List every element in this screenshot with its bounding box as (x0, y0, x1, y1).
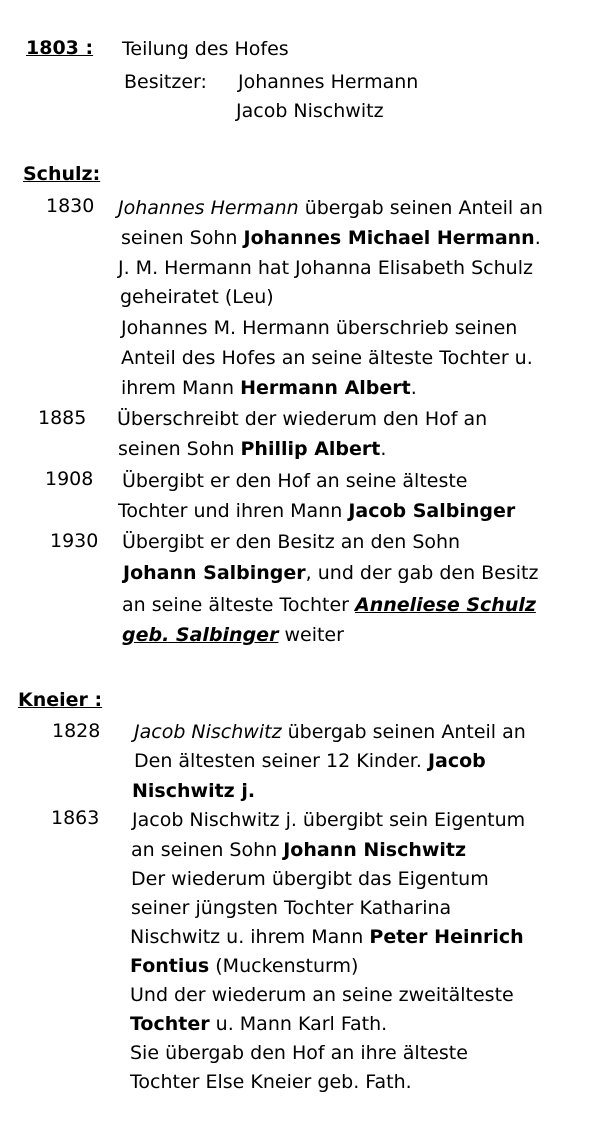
header-year: 1803 : (26, 37, 94, 59)
schulz-line-4: geheiratet (Leu) (120, 286, 274, 308)
year-1863: 1863 (51, 807, 100, 829)
kneier-line-7: seiner jüngsten Tochter Katharina (131, 897, 452, 919)
name-jacob-salbinger: Jacob Salbinger (348, 500, 516, 522)
year-1828: 1828 (52, 720, 101, 742)
name-anneliese-schulz: Anneliese Schulz (354, 594, 536, 616)
kneier-line-5 (131, 838, 466, 862)
kneier-line-1 (134, 720, 526, 744)
text: an seine älteste Tochter (122, 594, 355, 616)
text: . (410, 377, 417, 399)
schulz-line-1 (118, 196, 543, 220)
name-hermann-albert: Hermann Albert (240, 377, 411, 399)
year-1908: 1908 (45, 468, 94, 490)
text: u. Mann Karl Fath. (209, 1013, 388, 1035)
text: . (380, 438, 387, 460)
schulz-line-9 (118, 437, 386, 461)
year-1930: 1930 (50, 530, 99, 552)
name-geb-salbinger: geb. Salbinger (122, 624, 279, 646)
schulz-line-10: Übergibt er den Hof an seine älteste (122, 470, 468, 492)
kneier-line-10: Und der wiederum an seine zweitälteste (130, 984, 514, 1006)
owner-2: Jacob Nischwitz (236, 100, 384, 122)
word-tochter: Tochter (130, 1013, 210, 1035)
text: übergab seinen Anteil an (281, 721, 526, 743)
owner-1: Johannes Hermann (238, 71, 419, 93)
schulz-line-13 (123, 561, 538, 585)
name-jacob: Jacob (427, 750, 486, 772)
text: (Muckensturm) (209, 955, 359, 977)
schulz-line-6: Anteil des Hofes an seine älteste Tochter u. (121, 347, 533, 369)
schulz-line-14 (122, 593, 536, 617)
text: Nischwitz u. ihrem Mann (130, 926, 370, 948)
schulz-line-12: Übergibt er den Besitz an den Sohn (122, 531, 461, 553)
schulz-line-2 (121, 226, 541, 250)
text: . (534, 227, 541, 249)
kneier-line-13: Tochter Else Kneier geb. Fath. (130, 1071, 412, 1093)
text: Den ältesten seiner 12 Kinder. (134, 750, 428, 772)
year-1830: 1830 (46, 195, 95, 217)
year-1885: 1885 (38, 407, 87, 429)
text: ihrem Mann (121, 377, 241, 399)
kneier-line-2 (134, 749, 486, 773)
kneier-heading: Kneier : (18, 689, 103, 711)
schulz-heading: Schulz: (23, 163, 101, 185)
schulz-line-11 (118, 499, 515, 523)
kneier-line-11 (130, 1012, 387, 1036)
name-johannes-hermann: Johannes Hermann (118, 197, 299, 219)
owners-label: Besitzer: (124, 71, 207, 93)
header-title: Teilung des Hofes (122, 38, 289, 60)
text: , und der gab den Besitz (305, 562, 539, 584)
name-jacob-nischwitz: Jacob Nischwitz (134, 721, 282, 743)
text: Tochter und ihren Mann (118, 500, 349, 522)
name-johann-salbinger: Johann Salbinger (123, 562, 306, 584)
text: seinen Sohn (121, 227, 244, 249)
text: seinen Sohn (118, 438, 241, 460)
name-phillip-albert: Phillip Albert (240, 438, 381, 460)
text: an seinen Sohn (131, 839, 284, 861)
name-johannes-michael-hermann: Johannes Michael Hermann (243, 227, 535, 249)
kneier-line-8 (130, 925, 524, 949)
schulz-line-7 (121, 376, 417, 400)
name-fontius: Fontius (130, 955, 210, 977)
schulz-line-15 (122, 623, 344, 647)
schulz-line-5: Johannes M. Hermann überschrieb seinen (121, 317, 518, 339)
kneier-line-12: Sie übergab den Hof an ihre älteste (130, 1042, 468, 1064)
schulz-line-3: J. M. Hermann hat Johanna Elisabeth Schulz (118, 257, 533, 279)
name-peter-heinrich: Peter Heinrich (369, 926, 524, 948)
kneier-line-6: Der wiederum übergibt das Eigentum (131, 868, 489, 890)
name-johann-nischwitz: Johann Nischwitz (283, 839, 467, 861)
kneier-line-4: Jacob Nischwitz j. übergibt sein Eigentum (132, 809, 526, 831)
kneier-line-9 (130, 954, 358, 978)
text: übergab seinen Anteil an (298, 197, 543, 219)
text: weiter (278, 624, 344, 646)
schulz-line-8: Überschreibt der wiederum den Hof an (117, 408, 488, 430)
kneier-line-3: Nischwitz j. (132, 780, 256, 802)
